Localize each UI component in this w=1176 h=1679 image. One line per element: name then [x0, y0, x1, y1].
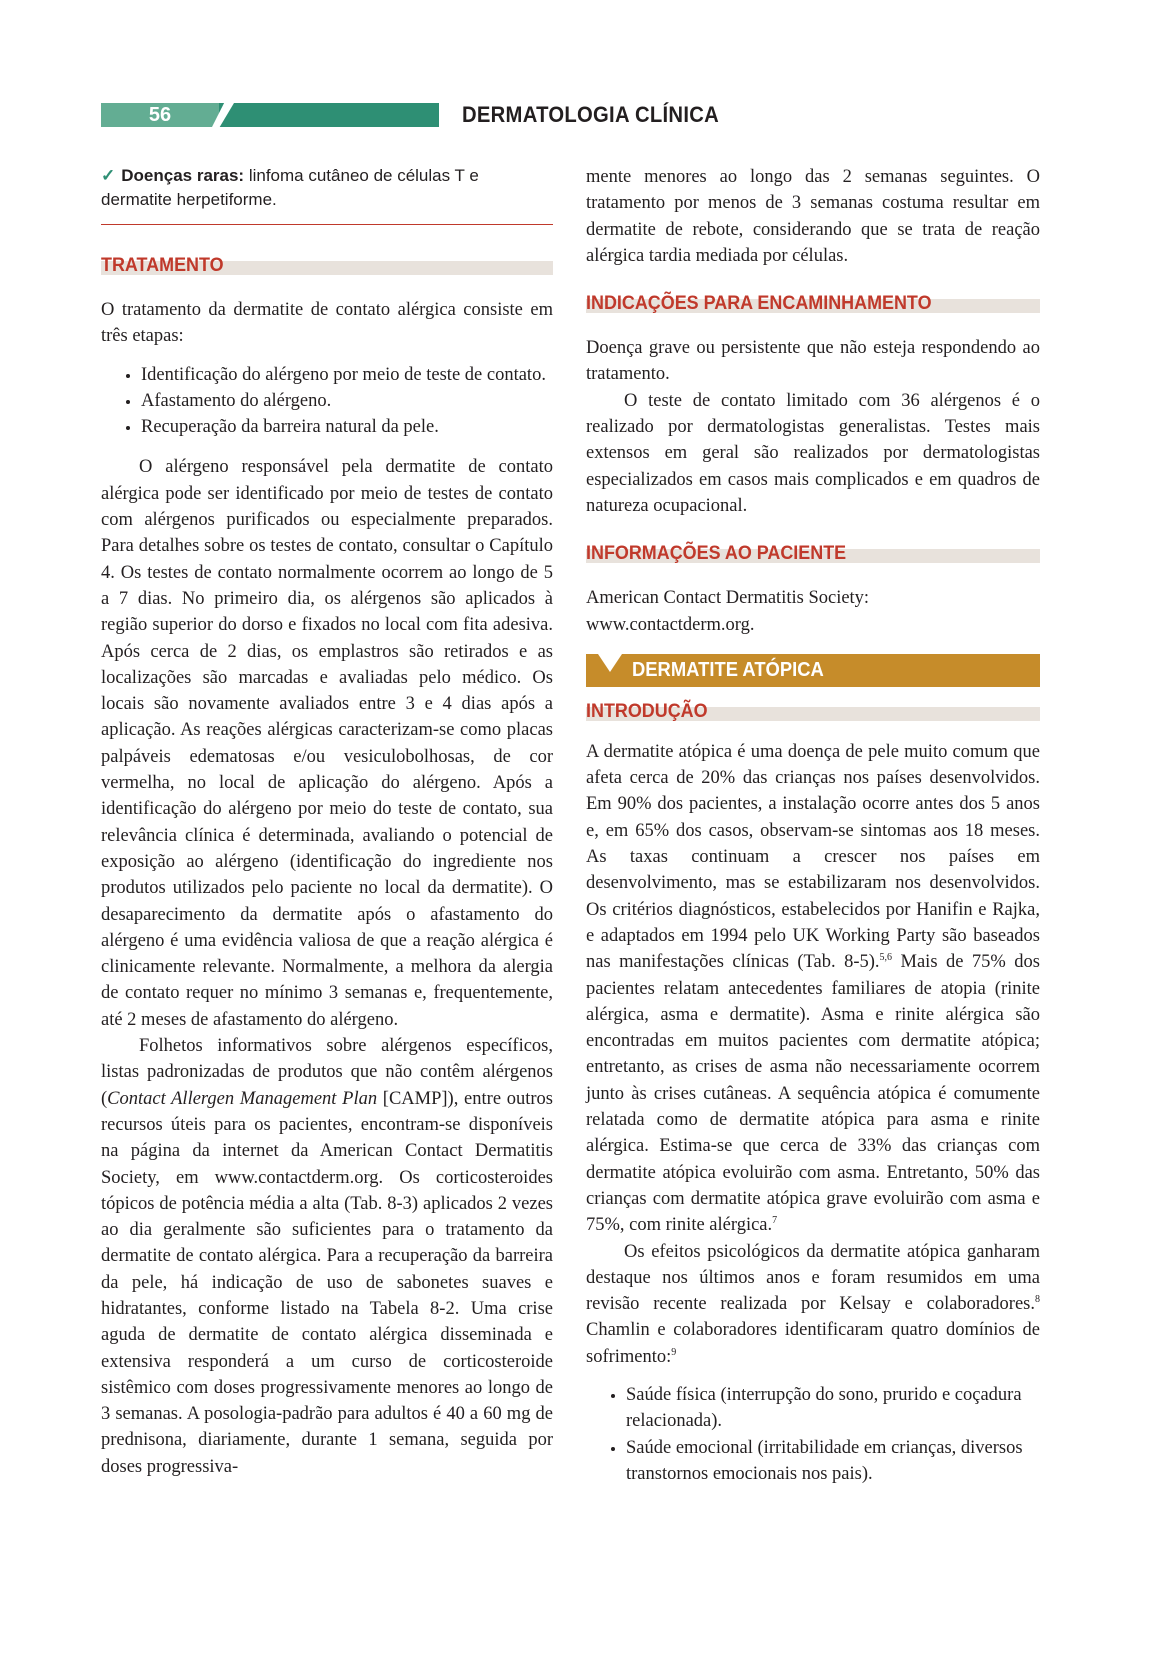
paragraph: American Contact Dermatitis Society: www.contactderm.org. [586, 588, 870, 635]
major-section-atopic [586, 654, 1040, 687]
section-referral [586, 291, 1040, 315]
book-title: DERMATOLOGIA CLÍNICA [462, 102, 720, 127]
section-intro [586, 699, 1040, 723]
list-item: • Afastamento do alérgeno. [141, 388, 553, 414]
suffering-domains-list [586, 1382, 1040, 1487]
section-patient-info [586, 541, 1040, 565]
paragraph: O teste de contato limitado com 36 alérgenos é o realizado por dermatologistas generalistas. Testes mais extensos em geral são realizados por dermatologistas especializados em casos mais complicados e em quadros de natureza ocupacional. [586, 390, 1040, 516]
paragraph: mente menores ao longo das 2 semanas seguintes. O tratamento por menos de 3 semanas costuma resultar em dermatite de rebote, considerando que se trata de reação alérgica tardia mediada por células. [586, 167, 1040, 266]
section-treatment-title: TRATAMENTO [101, 254, 224, 276]
list-item: • Saúde emocional (irritabilidade em crianças, diversos transtornos emocionais nos pais). [626, 1435, 1040, 1488]
section-patient-title: INFORMAÇÕES AO PACIENTE [586, 542, 847, 565]
rare-text: linfoma cutâneo de células T e dermatite herpetiforme. [101, 166, 479, 209]
list-item: • Identificação do alérgeno por meio de teste de contato. [141, 362, 553, 388]
paragraph: Os efeitos psicológicos da dermatite atópica ganharam destaque nos últimos anos e foram resumidos em uma revisão recente realizada por Kelsay e colaboradores.$^8$ Chamlin e colaboradores identificaram quatro domínios de sofrimento:$^9$ [586, 1241, 1040, 1367]
list-item: • Recuperação da barreira natural da pele. [141, 414, 553, 440]
major-section-title: DERMATITE ATÓPICA [632, 658, 824, 681]
treatment-intro: O tratamento da dermatite de contato alérgica consiste em três etapas: [101, 300, 553, 347]
page-number: 56 [101, 103, 219, 127]
treatment-steps-list [101, 362, 553, 441]
rare-diseases-note [101, 164, 553, 225]
section-treatment [101, 253, 553, 277]
section-intro-title: INTRODUÇÃO [586, 699, 708, 722]
list-item: • Saúde física (interrupção do sono, prurido e coçadura relacionada). [626, 1382, 1040, 1435]
rare-label: Doenças raras: [121, 166, 245, 185]
paragraph: Folhetos informativos sobre alérgenos específicos, listas padronizadas de produtos que não contêm alérgenos (Contact Allergen Management Plan [CAMP]), entre outros recursos úteis para os pacientes, encontram-se disponíveis na página da internet da American Contact Dermatitis Society, em www.contactderm.org. Os corticosteroides tópicos de potência média a alta (Tab. 8-3) aplicados 2 vezes ao dia geralmente são suficientes para o tratamento da dermatite de contato alérgica. Para a recuperação da barreira da pele, há indicação de uso de sabonetes suaves e hidratantes, conforme listado na Tabela 8-2. Uma crise aguda de dermatite de contato alérgica disseminada e extensiva responderá a um curso de corticosteroide sistêmico com doses progressivamente menores ao longo de 3 semanas. A posologia-padrão para adultos é 40 a 60 mg de prednisona, diariamente, durante 1 semana, seguida por doses progressiva- [101, 1036, 553, 1477]
check-icon: ✓ [101, 166, 116, 185]
chevron-down-icon [598, 654, 622, 672]
section-referral-title: INDICAÇÕES PARA ENCAMINHAMENTO [586, 292, 932, 315]
right-column [586, 164, 1040, 1501]
paragraph: A dermatite atópica é uma doença de pele muito comum que afeta cerca de 20% das crianças nos países desenvolvidos. Em 90% dos pacientes, a instalação ocorre antes dos 5 anos e, em 65% dos casos, observam-se sintomas aos 18 meses. As taxas continuam a crescer nos países em desenvolvimento, mas se estabilizaram nos desenvolvidos. Os critérios diagnósticos, estabelecidos por Hanifin e Rajka, e adaptados em 1994 pelo UK Working Party são baseados nas manifestações clínicas (Tab. 8-5).$^{5,6}$ Mais de 75% dos pacientes relatam antecedentes familiares de atopia (rinite alérgica, asma e dermatite). Asma e rinite alérgica são encontradas em muitos pacientes com dermatite atópica; entretanto, as crises de asma não necessariamente ocorrem junto às crises cutâneas. A sequência atópica é comumente relatada como de dermatite atópica para asma e rinite alérgica. Estima-se que cerca de 33% das crianças com dermatite atópica evoluirão com asma. Entretanto, 50% das crianças com dermatite atópica grave evoluirão com asma e 75%, com rinite alérgica.$^7$ [586, 741, 1041, 1236]
paragraph: O alérgeno responsável pela dermatite de contato alérgica pode ser identificado por meio de testes de contato com alérgenos purificados ou especialmente preparados. Para detalhes sobre os testes de contato, consultar o Capítulo 4. Os testes de contato normalmente ocorrem ao longo de 5 a 7 dias. No primeiro dia, os alérgenos são aplicados à região superior do dorso e fixados no local com fita adesiva. Após cerca de 2 dias, os emplastros são retirados e as localizações são marcadas e avaliadas pelo médico. Os locais são novamente avaliados entre 3 e 4 dias após a aplicação. As reações alérgicas caracterizam-se como placas palpáveis edematosas e/ou vesiculobolhosas, de cor vermelha, no local de aplicação do alérgeno. Após a identificação do alérgeno por meio do teste de contato, sua relevância clínica é determinada, avaliando o potencial de exposição ao alérgeno (identificação do ingrediente nos produtos utilizados pelo paciente no local da dermatite). O desaparecimento da dermatite após o afastamento do alérgeno é uma evidência valiosa de que a reação alérgica é clinicamente relevante. Normalmente, a melhora da alergia de contato requer no mínimo 3 semanas e, frequentemente, até 2 meses de afastamento do alérgeno. [101, 457, 553, 1030]
paragraph: Doença grave ou persistente que não esteja respondendo ao tratamento. [586, 338, 1040, 385]
left-column [101, 164, 553, 1480]
